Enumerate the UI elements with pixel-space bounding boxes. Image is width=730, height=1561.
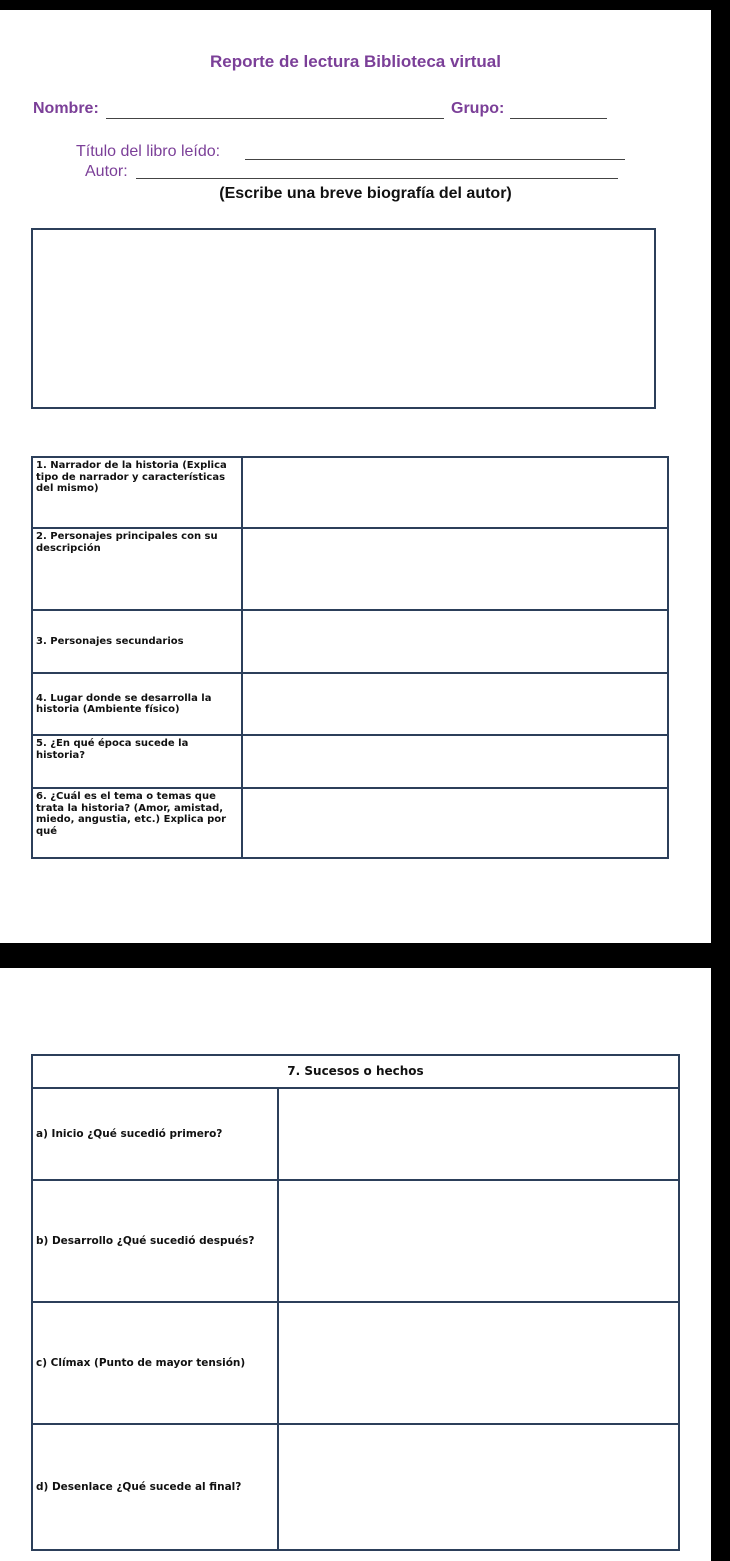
table-row [32, 1302, 679, 1424]
table-row [32, 788, 668, 858]
event-label: c) Clímax (Punto de mayor tensión) [32, 1302, 278, 1424]
page-one [0, 10, 711, 943]
events-title: 7. Sucesos o hechos [32, 1055, 679, 1088]
answer-cell[interactable] [278, 1088, 679, 1180]
event-label: b) Desarrollo ¿Qué sucedió después? [32, 1180, 278, 1302]
nombre-field[interactable] [106, 118, 444, 119]
answer-cell[interactable] [278, 1180, 679, 1302]
page-title: Reporte de lectura Biblioteca virtual [210, 52, 501, 71]
table-row [32, 673, 668, 735]
answer-cell[interactable] [242, 457, 668, 528]
events-table [31, 1054, 680, 1551]
question-label: 3. Personajes secundarios [32, 610, 242, 673]
event-label: d) Desenlace ¿Qué sucede al final? [32, 1424, 278, 1550]
nombre-label: Nombre: [33, 100, 99, 117]
table-row [32, 610, 668, 673]
autor-label: Autor: [85, 163, 128, 180]
event-label: a) Inicio ¿Qué sucedió primero? [32, 1088, 278, 1180]
answer-cell[interactable] [242, 528, 668, 610]
table-row [32, 1180, 679, 1302]
autor-field[interactable] [136, 178, 618, 179]
grupo-label: Grupo: [451, 100, 505, 117]
answer-cell[interactable] [278, 1302, 679, 1424]
table-row [32, 735, 668, 788]
titulo-field[interactable] [245, 159, 625, 160]
reading-questions-table [31, 456, 669, 859]
author-biography-box[interactable] [31, 228, 656, 409]
question-label: 4. Lugar donde se desarrolla la historia (Ambiente físico) [32, 673, 242, 735]
answer-cell[interactable] [242, 788, 668, 858]
question-label: 1. Narrador de la historia (Explica tipo de narrador y características del mismo) [32, 457, 242, 528]
answer-cell[interactable] [242, 735, 668, 788]
table-row [32, 1088, 679, 1180]
titulo-label: Título del libro leído: [76, 143, 221, 160]
grupo-field[interactable] [510, 118, 607, 119]
table-row [32, 1424, 679, 1550]
table-row [32, 1055, 679, 1088]
answer-cell[interactable] [242, 673, 668, 735]
answer-cell[interactable] [278, 1424, 679, 1550]
page-two [0, 968, 711, 1561]
question-label: 2. Personajes principales con su descripción [32, 528, 242, 610]
bio-instruction: (Escribe una breve biografía del autor) [219, 185, 512, 202]
table-row [32, 457, 668, 528]
question-label: 6. ¿Cuál es el tema o temas que trata la historia? (Amor, amistad, miedo, angustia, etc.) Explica por qué [32, 788, 242, 858]
question-label: 5. ¿En qué época sucede la historia? [32, 735, 242, 788]
answer-cell[interactable] [242, 610, 668, 673]
table-row [32, 528, 668, 610]
